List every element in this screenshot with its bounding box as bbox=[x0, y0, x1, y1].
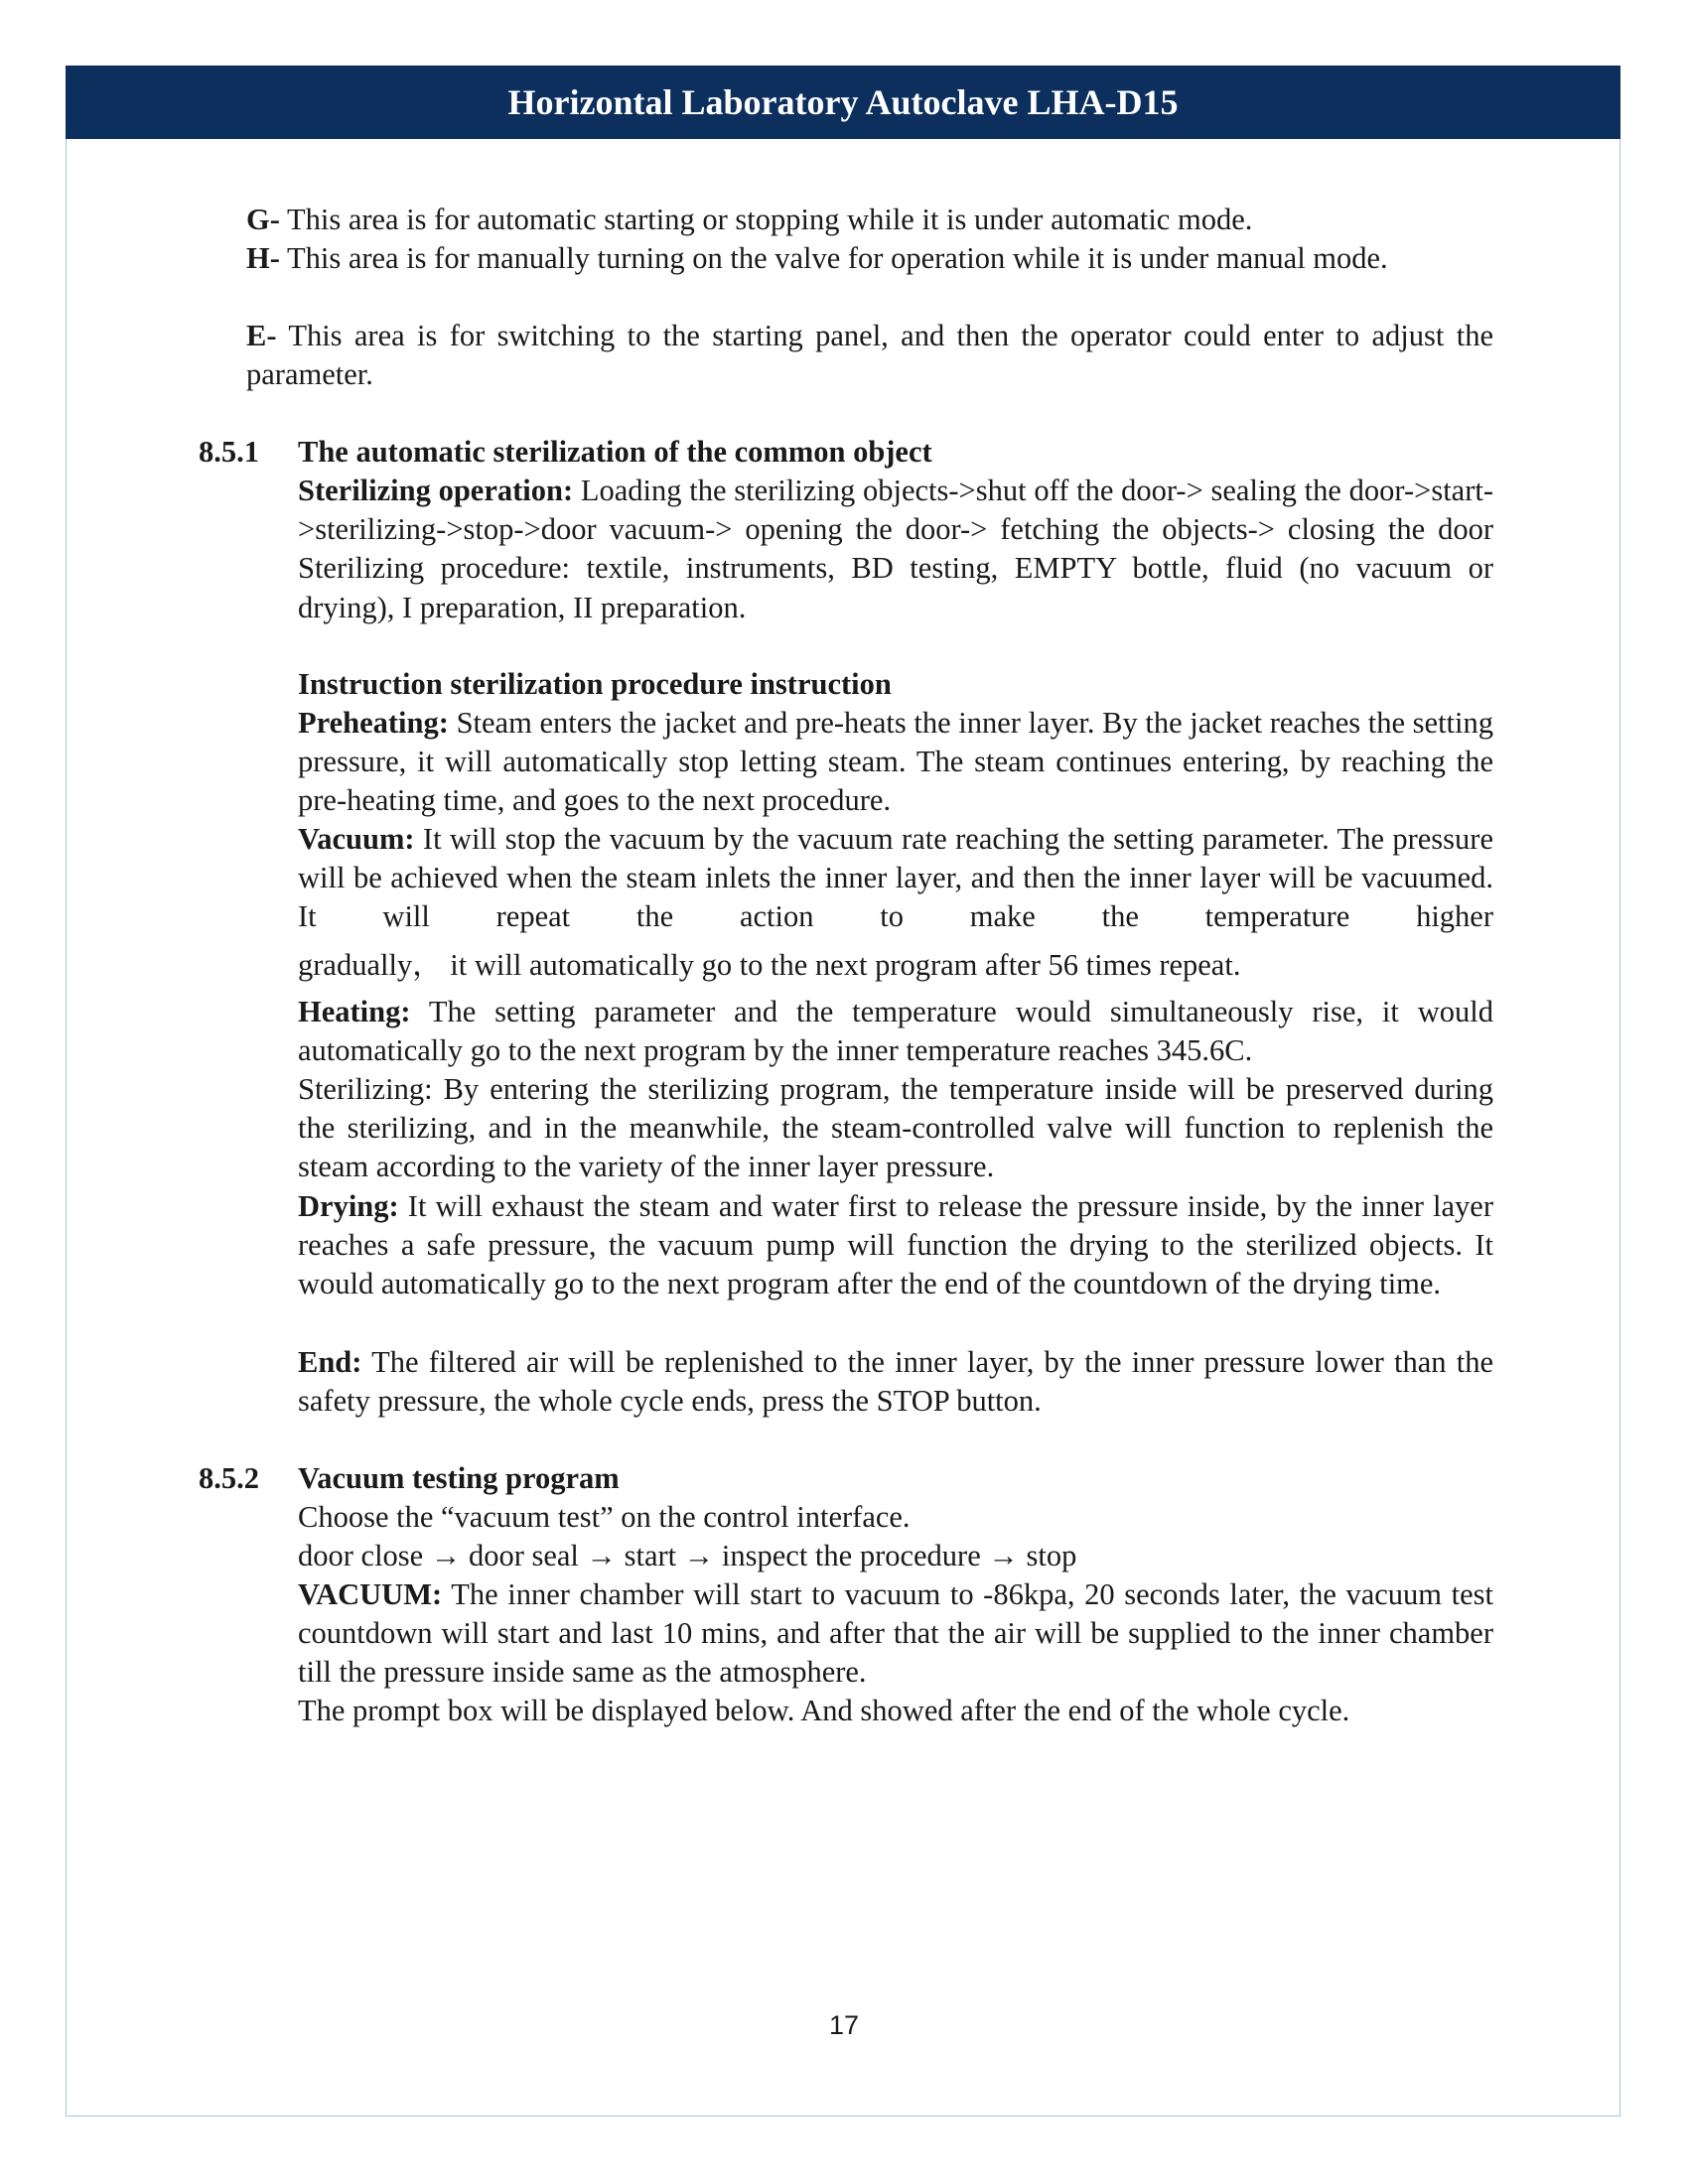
sterilizing-operation-label: Sterilizing operation: bbox=[298, 474, 574, 507]
preheating-paragraph bbox=[298, 704, 1493, 821]
instruction-title: Instruction sterilization procedure instruction bbox=[298, 667, 892, 701]
item-h bbox=[246, 239, 1493, 278]
heating-paragraph bbox=[298, 993, 1493, 1070]
item-g-label: G- bbox=[246, 203, 280, 236]
drying-label: Drying: bbox=[298, 1189, 399, 1223]
sterilizing-operation bbox=[298, 472, 1493, 627]
page-number: 17 bbox=[828, 2010, 860, 2040]
vacuum-paragraph bbox=[298, 820, 1493, 937]
choose-vacuum-test: Choose the “vacuum test” on the control interface. bbox=[298, 1500, 911, 1534]
item-g bbox=[246, 201, 1493, 239]
sterilizing-paragraph: Sterilizing: By entering the sterilizing program, the temperature inside will be preserved during the sterilizing, and in the meanwhile, the steam-controlled valve will function to replenish the steam according to the variety of the inner layer pressure. bbox=[298, 1072, 1493, 1184]
drying-text: It will exhaust the steam and water first to release the pressure inside, by the inner layer reaches a safe pressure, the vacuum pump will function the drying to the sterilized objects. It would automatically go to the next program after the end of the countdown of the drying time. bbox=[298, 1189, 1493, 1301]
item-h-label: H- bbox=[246, 241, 280, 275]
preheating-label: Preheating: bbox=[298, 706, 449, 740]
vacuum-test-text: The inner chamber will start to vacuum to -86kpa, 20 seconds later, the vacuum test countdown will start and last 10 mins, and after that the air will be supplied to the inner chamber till the pressure inside same as the atmosphere. bbox=[298, 1577, 1494, 1690]
section-852-number: 8.5.2 bbox=[199, 1461, 259, 1495]
vacuum-test-paragraph bbox=[298, 1575, 1493, 1693]
drying-paragraph bbox=[298, 1187, 1493, 1304]
end-text: The filtered air will be replenished to the inner layer, by the inner pressure lower than the safety pressure, the whole cycle ends, press the STOP button. bbox=[298, 1345, 1493, 1419]
vacuum-test-label: VACUUM: bbox=[298, 1577, 443, 1611]
end-label: End: bbox=[298, 1345, 362, 1379]
item-h-text: This area is for manually turning on the valve for operation while it is under manual mode. bbox=[286, 241, 1388, 275]
sterilizing-operation-text: Loading the sterilizing objects->shut off the door-> sealing the door->start->sterilizing->stop->door vacuum-> opening the door-> fetching the objects-> closing the door Sterilizing procedure: textile, instruments, BD testing, EMPTY bottle, fluid (no vacuum or drying), I preparation, II preparation. bbox=[298, 474, 1493, 624]
vacuum-paragraph-continued: gradually， it will automatically go to the next program after 56 times repeat. bbox=[298, 948, 1241, 982]
section-851-number: 8.5.1 bbox=[199, 435, 259, 469]
end-paragraph bbox=[298, 1343, 1493, 1421]
preheating-text: Steam enters the jacket and pre-heats the inner layer. By the jacket reaches the setting pressure, it will automatically stop letting steam. The steam continues entering, by reaching the pre-heating time, and goes to the next procedure. bbox=[298, 706, 1494, 818]
heating-text: The setting parameter and the temperature would simultaneously rise, it would automatically go to the next program by the inner temperature reaches 345.6C. bbox=[298, 995, 1493, 1068]
item-e bbox=[246, 317, 1493, 394]
vacuum-label: Vacuum: bbox=[298, 822, 415, 856]
section-851-title: The automatic sterilization of the common object bbox=[298, 435, 932, 469]
prompt-box-note: The prompt box will be displayed below. And showed after the end of the whole cycle. bbox=[298, 1694, 1350, 1727]
item-e-text: This area is for switching to the starting panel, and then the operator could enter to adjust the parameter. bbox=[246, 319, 1493, 392]
heating-label: Heating: bbox=[298, 995, 411, 1028]
vacuum-text: It will stop the vacuum by the vacuum rate reaching the setting parameter. The pressure will be achieved when the steam inlets the inner layer, and then the inner layer will be vacuumed. It will repeat the action to make the temperature higher bbox=[298, 822, 1493, 934]
section-852-title: Vacuum testing program bbox=[298, 1461, 620, 1495]
item-e-label: E- bbox=[246, 319, 277, 352]
page-header: Horizontal Laboratory Autoclave LHA-D15 bbox=[66, 66, 1620, 139]
item-g-text: This area is for automatic starting or stopping while it is under automatic mode. bbox=[286, 203, 1253, 236]
procedure-flow: door close → door seal → start → inspect the procedure → stop bbox=[298, 1539, 1077, 1572]
